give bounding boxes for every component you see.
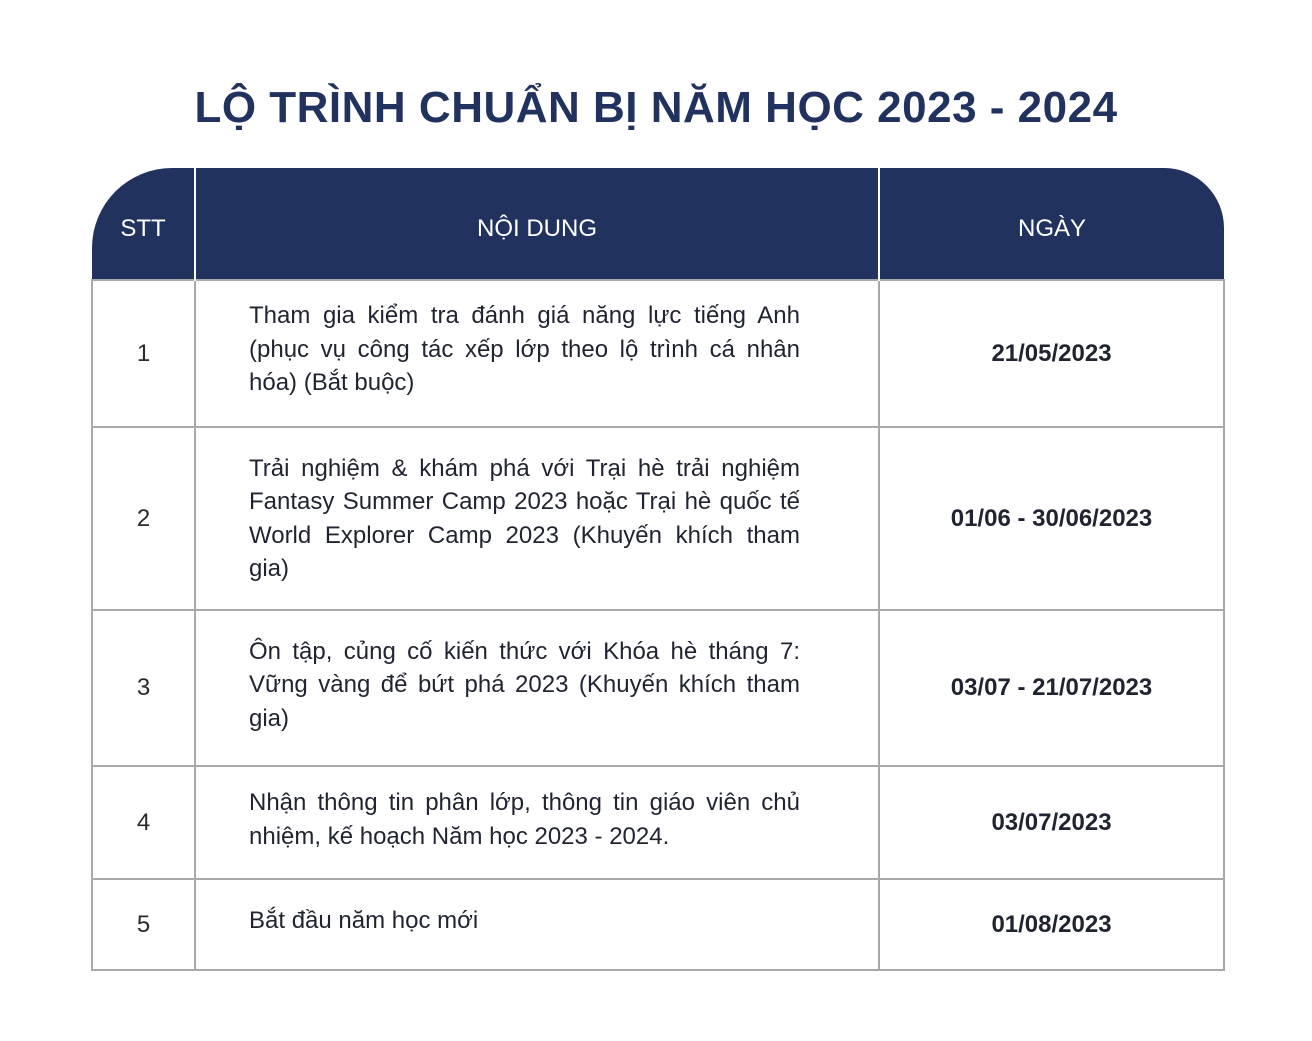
row-content (195, 427, 879, 610)
row-content-text: Nhận thông tin phân lớp, thông tin giáo viên chủ nhiệm, kế hoạch Năm học 2023 - 2024. (249, 789, 800, 850)
table-row (92, 610, 1224, 766)
row-stt: 3 (92, 610, 195, 766)
table-row (92, 766, 1224, 879)
table-row (92, 427, 1224, 610)
table-header-row (92, 168, 1224, 280)
row-stt: 5 (92, 879, 195, 970)
row-content-text: Bắt đầu năm học mới (249, 906, 479, 934)
row-date: 01/06 - 30/06/2023 (879, 427, 1224, 610)
row-stt: 2 (92, 427, 195, 610)
row-content-text: Ôn tập, củng cố kiến thức với Khóa hè tháng 7: Vững vàng để bứt phá 2023 (Khuyến khích tham gia) (249, 637, 800, 732)
row-stt: 1 (92, 280, 195, 427)
row-content-text: Trải nghiệm & khám phá với Trại hè trải nghiệm Fantasy Summer Camp 2023 hoặc Trại hè quốc tế World Explorer Camp 2023 (Khuyến khích tham gia) (249, 454, 800, 582)
page-title: LỘ TRÌNH CHUẨN BỊ NĂM HỌC 2023 - 2024 (194, 83, 1118, 132)
schedule-table (91, 168, 1225, 971)
row-date: 03/07/2023 (879, 766, 1224, 879)
row-content-text: Tham gia kiểm tra đánh giá năng lực tiếng Anh (phục vụ công tác xếp lớp theo lộ trình cá nhân hóa) (Bắt buộc) (249, 302, 800, 397)
header-content: NỘI DUNG (195, 168, 879, 280)
header-stt: STT (92, 168, 195, 280)
row-stt: 4 (92, 766, 195, 879)
row-date: 01/08/2023 (879, 879, 1224, 970)
header-date: NGÀY (879, 168, 1224, 280)
row-date: 03/07 - 21/07/2023 (879, 610, 1224, 766)
table-row (92, 879, 1224, 970)
row-content (195, 879, 879, 970)
row-content (195, 610, 879, 766)
table-row (92, 280, 1224, 427)
row-date: 21/05/2023 (879, 280, 1224, 427)
row-content (195, 280, 879, 427)
row-content (195, 766, 879, 879)
